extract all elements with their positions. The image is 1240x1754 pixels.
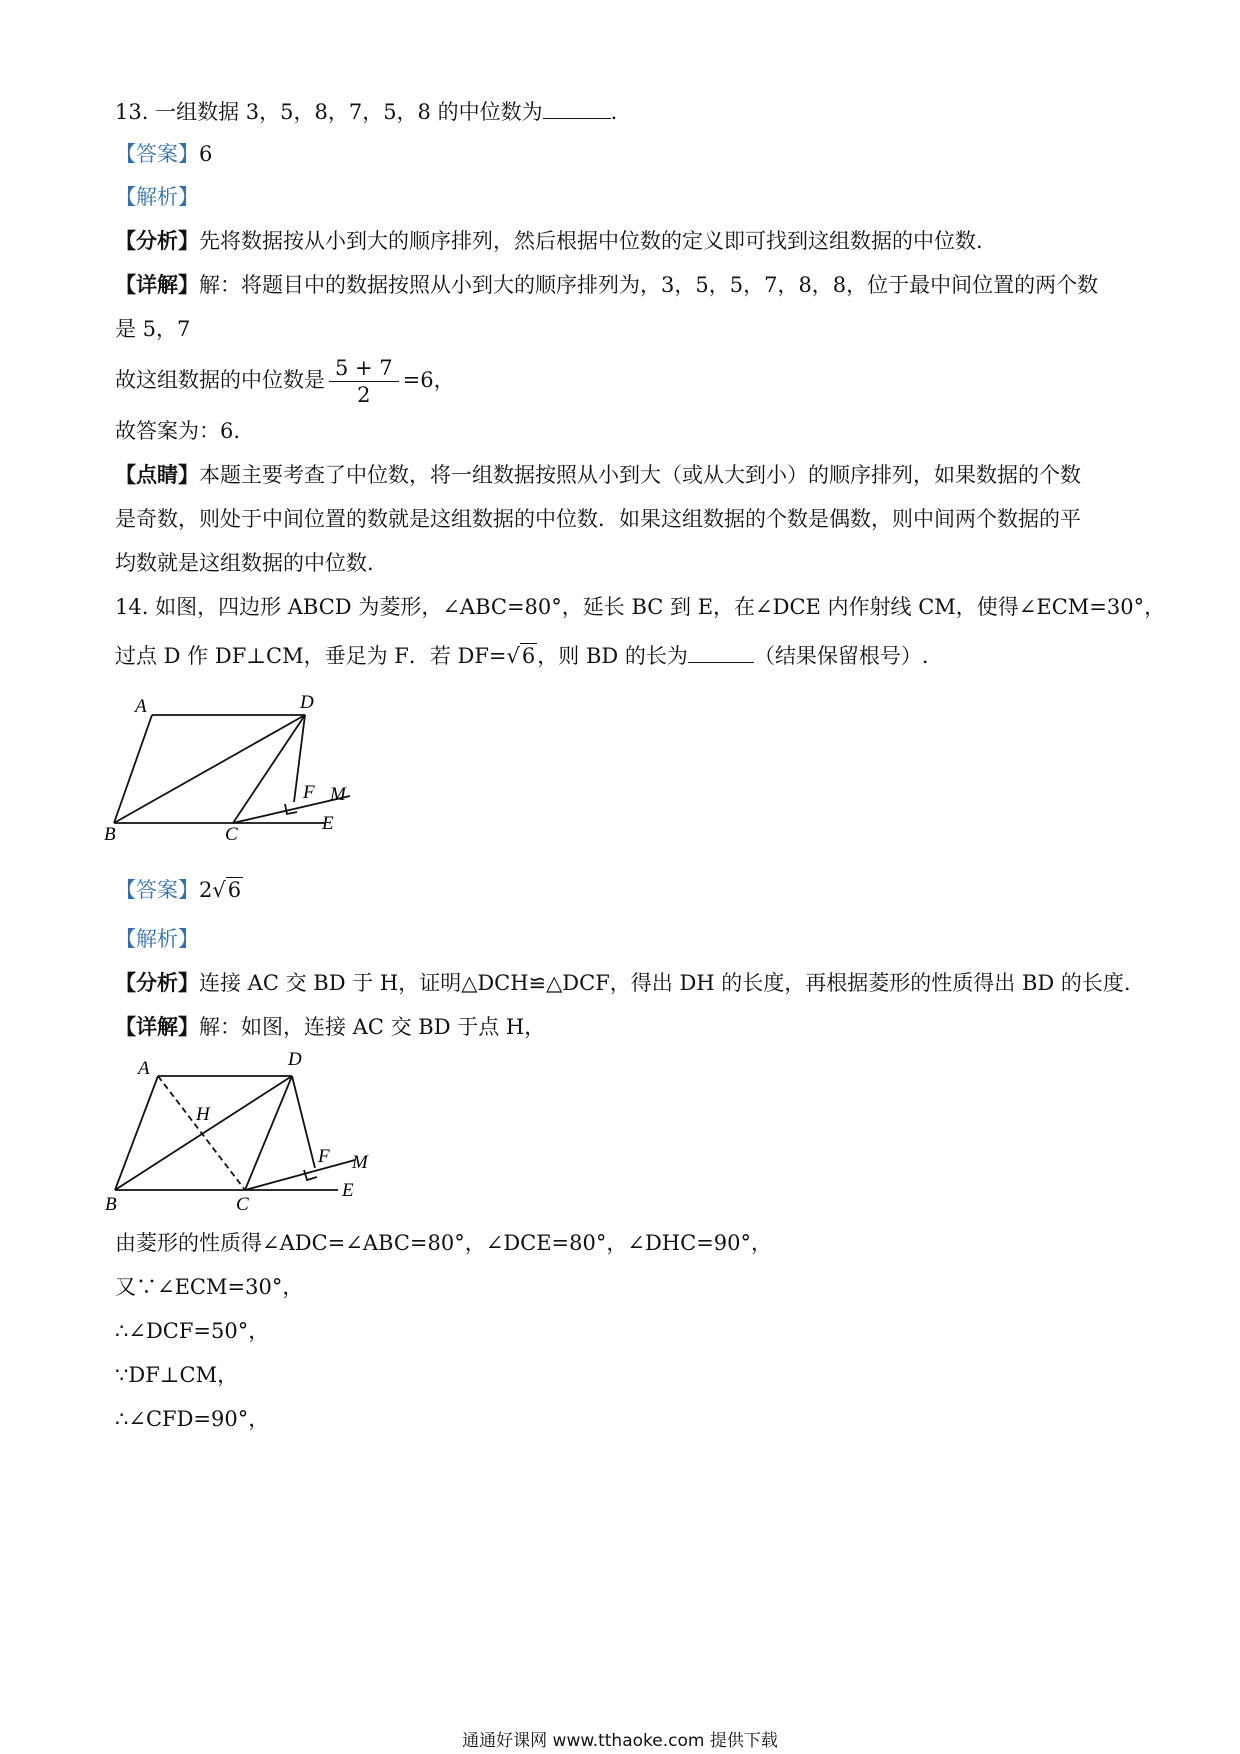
q13-answer: 【答案】6 [115,142,213,166]
diagonal-ac-dashed [158,1076,245,1190]
figure-rhombus-1 [104,690,410,860]
label-c: C [236,1194,249,1215]
q13-dianjing: 【点睛】本题主要考查了中位数，将一组数据按照从小到大（或从大到小）的顺序排列，如果数据的个数 [115,462,1081,487]
sqrt: √6 [212,878,242,902]
footer: 通通好课网 www.tthaoke.com 提供下载 [462,1731,778,1751]
figure-rhombus-2 [105,1049,430,1225]
q14-step-4: ∵DF⊥CM， [115,1363,239,1387]
fraction: $\frac{5 + 7}{2}$ [329,355,399,408]
q13-fenxi: 【分析】先将数据按从小到大的顺序排列，然后根据中位数的定义即可找到这组数据的中位数. [115,228,983,253]
label-a: A [135,696,147,717]
diagonal-bd [114,715,305,823]
label-e: E [322,813,334,834]
q14-step-5: ∴∠CFD=90°， [115,1407,270,1431]
label-a: A [138,1058,150,1079]
q14-question-1: 14. 如图，四边形 ABCD 为菱形，∠ABC=80°，延长 BC 到 E，在∠DCE 内作射线 CM，使得∠ECM=30°， [115,595,1166,619]
q14-analysis-tag: 【解析】 [115,927,199,951]
label-m: M [352,1152,368,1173]
q13-xiangjie-2: 是 5，7 [115,317,191,341]
label-c: C [225,824,238,845]
label-d: D [300,692,314,713]
answer-blank [688,640,754,663]
q13-question: 13. 一组数据 3，5，8，7，5，8 的中位数为 . [115,96,617,127]
label-b: B [105,1194,117,1215]
q14-step-2: 又∵∠ECM=30°， [115,1275,304,1299]
q14-step-3: ∴∠DCF=50°， [115,1319,270,1343]
q14-xiangjie: 【详解】解：如图，连接 AC 交 BD 于点 H， [115,1014,546,1039]
label-e: E [342,1180,354,1201]
q14-question-2: 过点 D 作 DF⊥CM，垂足为 F．若 DF=√6，则 BD 的长为 （结果保留根号）. [115,640,929,671]
edge-dc [245,1076,292,1190]
sqrt: √6 [506,644,536,668]
segment-df [292,1076,315,1168]
ray-cm [245,1160,355,1190]
label-h: H [196,1104,210,1125]
edge-ab [114,715,152,823]
q14-answer: 【答案】2√6 [115,870,243,910]
q13-dianjing-3: 均数就是这组数据的中位数. [115,551,374,575]
q13-dianjing-2: 是奇数，则处于中间位置的数就是这组数据的中位数．如果这组数据的个数是偶数，则中间两个数据的平 [115,507,1081,531]
q13-analysis-tag: 【解析】 [115,185,199,209]
q13-xiangjie: 【详解】解：将题目中的数据按照从小到大的顺序排列为，3，5，5，7，8，8，位于最中间位置的两个数 [115,272,1099,297]
label-b: B [104,824,116,845]
label-m: M [330,784,346,805]
label-d: D [288,1049,302,1070]
q14-fenxi: 【分析】连接 AC 交 BD 于 H，证明△DCH≌△DCF，得出 DH 的长度，再根据菱形的性质得出 BD 的长度. [115,970,1131,995]
diagonal-bd [115,1076,292,1190]
q14-step-1: 由菱形的性质得∠ADC=∠ABC=80°，∠DCE=80°，∠DHC=90°， [115,1231,773,1255]
edge-dc [233,715,305,823]
label-f: F [318,1146,330,1167]
edge-ab [115,1076,158,1190]
q13-xiangjie-4: 故答案为：6. [115,419,241,443]
answer-blank [543,96,611,119]
q13-fraction-line: 故这组数据的中位数是 $\frac{5 + 7}{2}$ =6， [115,356,455,407]
label-f: F [303,782,315,803]
